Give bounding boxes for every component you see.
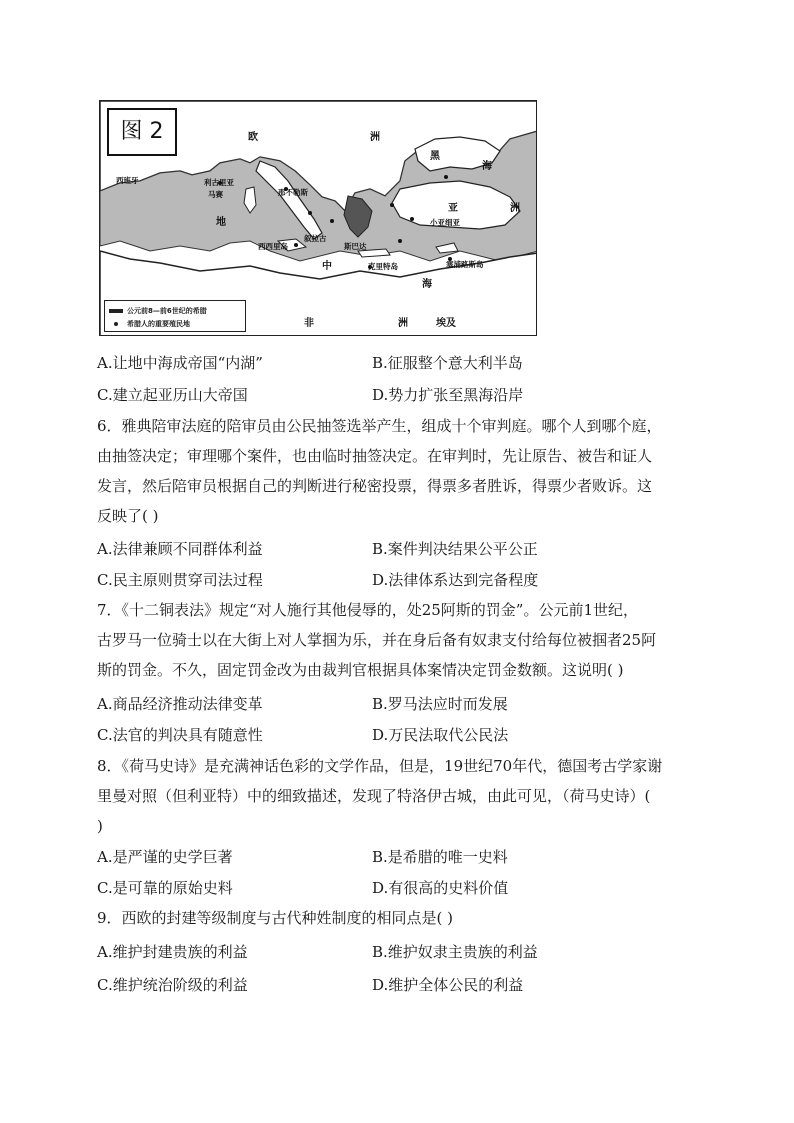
- colony-dot: [444, 175, 448, 179]
- label-naples: 那不勒斯: [278, 188, 308, 197]
- legend-bar-swatch: [109, 309, 123, 313]
- colony-dot: [390, 203, 394, 207]
- q5-option-c[interactable]: C.建立起亚历山大帝国: [97, 386, 248, 404]
- legend-greece-label: 公元前8—前6世纪的希腊: [127, 307, 207, 315]
- colony-dot: [294, 243, 298, 247]
- label-asia-minor: 小亚细亚: [430, 218, 460, 227]
- label-europe-2: 洲: [370, 132, 380, 143]
- legend-dot-swatch: [114, 322, 118, 326]
- label-spain: 西班牙: [116, 176, 139, 185]
- label-sea-center: 中: [322, 261, 332, 272]
- label-black-sea-2: 海: [482, 161, 492, 172]
- q8-stem-line: 里曼对照（但利亚特）中的细致描述，发现了特洛伊古城，由此可见，（荷马史诗）(: [97, 787, 651, 805]
- map-legend: [104, 300, 246, 332]
- q5-option-a[interactable]: A.让地中海成帝国“内湖”: [97, 354, 263, 372]
- q7-option-b[interactable]: B.罗马法应时而发展: [372, 695, 508, 713]
- label-africa-2: 洲: [398, 318, 408, 329]
- legend-colony-label: 希腊人的重要殖民地: [127, 320, 190, 328]
- q8-stem-line: 8．《荷马史诗》是充满神话色彩的文学作品，但是，19世纪70年代，德国考古学家谢: [97, 757, 663, 775]
- label-marseille: 马赛: [208, 190, 223, 199]
- q9-option-a[interactable]: A.维护封建贵族的利益: [97, 943, 248, 961]
- q6-stem-line: 发言，然后陪审员根据自己的判断进行秘密投票，得票多者胜诉，得票少者败诉。这: [97, 477, 653, 495]
- q8-option-c[interactable]: C.是可靠的原始史料: [97, 879, 233, 897]
- label-sicily: 西西里岛: [258, 242, 288, 251]
- label-africa-1: 非: [304, 318, 314, 329]
- legend-row-colony: [109, 319, 190, 329]
- q7-option-c[interactable]: C.法官的判决具有随意性: [97, 726, 263, 744]
- colony-dot: [398, 239, 402, 243]
- label-sea-left: 地: [216, 217, 226, 228]
- q5-option-b[interactable]: B.征服整个意大利半岛: [372, 354, 523, 372]
- colony-dot: [410, 217, 414, 221]
- q6-option-a[interactable]: A.法律兼顾不同群体利益: [97, 540, 263, 558]
- map-figure: [99, 100, 537, 336]
- label-black-sea-1: 黑: [430, 151, 440, 162]
- label-cyprus: 塞浦路斯岛: [446, 260, 484, 269]
- q8-option-b[interactable]: B.是希腊的唯一史料: [372, 848, 508, 866]
- q8-stem-line: ): [97, 817, 103, 835]
- q6-option-d[interactable]: D.法律体系达到完备程度: [372, 571, 539, 589]
- legend-row-greece: [109, 306, 207, 316]
- figure-label: 图 2: [107, 108, 177, 156]
- q7-stem-line: 古罗马一位骑士以在大街上对人掌掴为乐，并在身后备有奴隶支付给每位被掴者25阿: [97, 631, 657, 649]
- label-europe-1: 欧: [248, 132, 258, 143]
- label-syracuse: 叙拉古: [304, 234, 327, 243]
- q6-stem-line: 由抽签决定；审理哪个案件，也由临时抽签决定。在审判时，先让原告、被告和证人: [97, 447, 653, 465]
- q8-option-d[interactable]: D.有很高的史料价值: [372, 879, 509, 897]
- label-sea-right: 海: [422, 279, 432, 290]
- q6-option-c[interactable]: C.民主原则贯穿司法过程: [97, 571, 263, 589]
- label-egypt: 埃及: [436, 318, 456, 329]
- q7-stem-line: 斯的罚金。不久，固定罚金改为由裁判官根据具体案情决定罚金数额。这说明( ): [97, 661, 624, 679]
- label-asia-1: 亚: [448, 203, 458, 214]
- q9-stem-line: 9．西欧的封建等级制度与古代种姓制度的相同点是( ): [97, 909, 454, 927]
- label-liguria: 利古里亚: [204, 178, 234, 187]
- q8-option-a[interactable]: A.是严谨的史学巨著: [97, 848, 233, 866]
- q6-stem-line: 反映了( ): [97, 507, 159, 525]
- q6-stem-line: 6．雅典陪审法庭的陪审员由公民抽签选举产生，组成十个审判庭。哪个人到哪个庭，: [97, 417, 662, 435]
- q9-option-d[interactable]: D.维护全体公民的利益: [372, 976, 524, 994]
- q6-option-b[interactable]: B.案件判决结果公平公正: [372, 540, 538, 558]
- label-crete: 克里特岛: [368, 262, 398, 271]
- q5-option-d[interactable]: D.势力扩张至黑海沿岸: [372, 386, 524, 404]
- q7-option-a[interactable]: A.商品经济推动法律变革: [97, 695, 263, 713]
- q7-stem-line: 7．《十二铜表法》规定“对人施行其他侵辱的，处25阿斯的罚金”。公元前1世纪，: [97, 601, 639, 619]
- q9-option-b[interactable]: B.维护奴隶主贵族的利益: [372, 943, 538, 961]
- q7-option-d[interactable]: D.万民法取代公民法: [372, 726, 509, 744]
- label-asia-2: 洲: [510, 203, 520, 214]
- colony-dot: [308, 211, 312, 215]
- label-sparta: 斯巴达: [344, 242, 367, 251]
- q9-option-c[interactable]: C.维护统治阶级的利益: [97, 976, 248, 994]
- colony-dot: [330, 219, 334, 223]
